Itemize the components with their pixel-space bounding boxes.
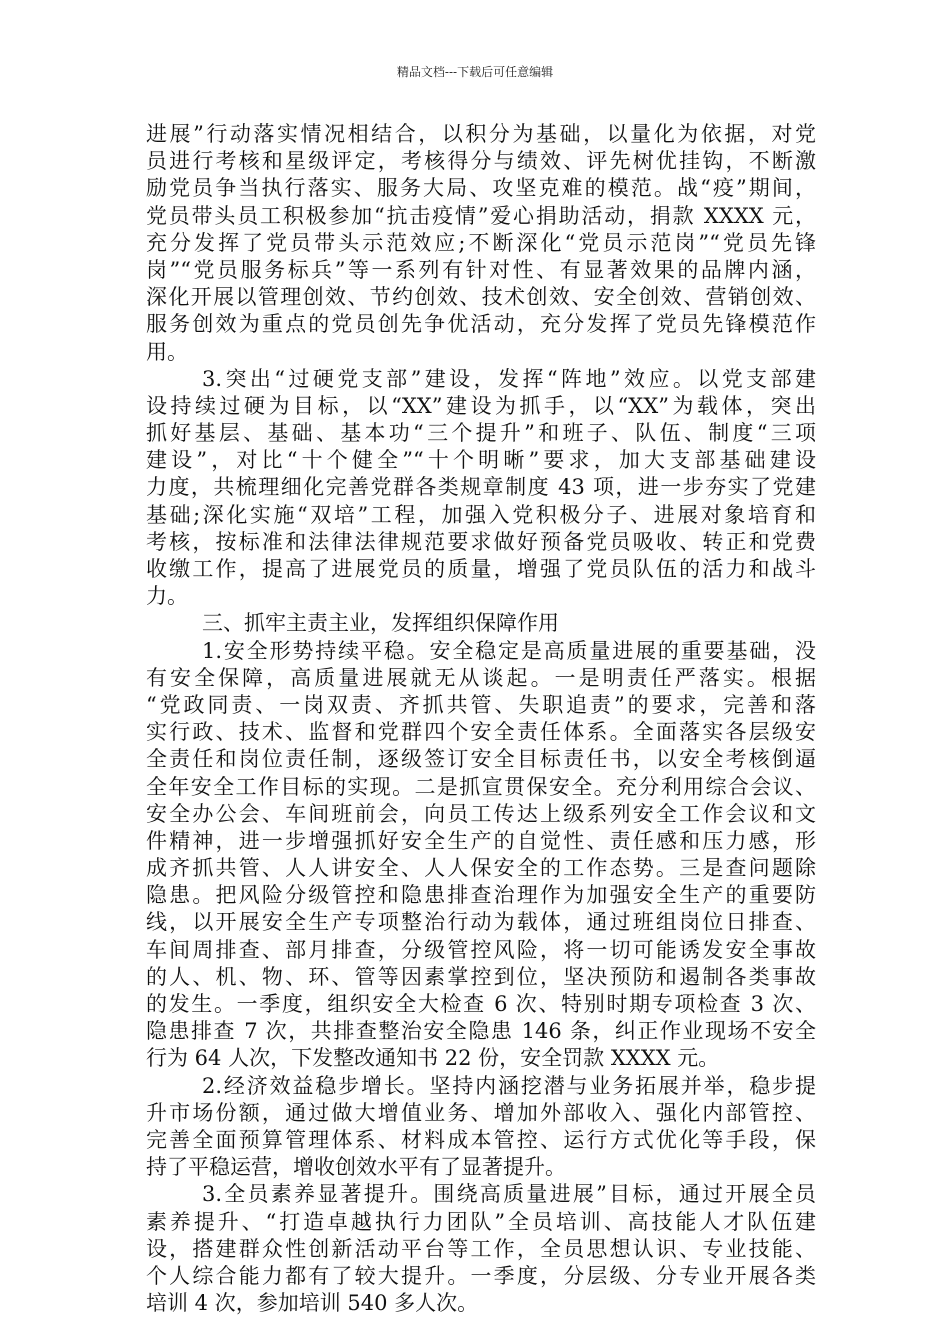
- text-line: 进展”行动落实情况相结合，以积分为基础，以量化为依据，对党: [146, 122, 816, 146]
- text-line: 线，以开展安全生产专项整治行动为载体，通过班组岗位日排查、: [146, 910, 816, 935]
- text-line: 服务创效为重点的党员创先争优活动，充分发挥了党员先锋模范作: [146, 312, 816, 337]
- text-line: 深化开展以管理创效、节约创效、技术创效、安全创效、营销创效、: [146, 285, 816, 310]
- text-line: 3.全员素养显著提升。围绕高质量进展”目标，通过开展全员: [202, 1182, 816, 1207]
- text-line: 个人综合能力都有了较大提升。一季度，分层级、分专业开展各类: [146, 1263, 816, 1288]
- text-line: 考核，按标准和法律法律规范要求做好预备党员吸收、转正和党费: [146, 529, 816, 554]
- text-line: 完善全面预算管理体系、材料成本管控、运行方式优化等手段，保: [146, 1127, 816, 1152]
- text-line: 全年安全工作目标的实现。二是抓宣贯保安全。充分利用综合会议、: [146, 774, 816, 799]
- text-line: 升市场份额，通过做大增值业务、增加外部收入、强化内部管控、: [146, 1100, 816, 1125]
- text-line: 收缴工作，提高了进展党员的质量，增强了党员队伍的活力和战斗: [146, 557, 816, 581]
- text-line: 励党员争当执行落实、服务大局、攻坚克难的模范。战“疫”期间，: [146, 176, 816, 201]
- text-line: 充分发挥了党员带头示范效应;不断深化“党员示范岗”“党员先锋: [146, 230, 816, 255]
- text-line: “党政同责、一岗双责、齐抓共管、失职追责”的要求，完善和落: [146, 692, 816, 717]
- text-line: 建设”，对比“十个健全”“十个明晰”要求，加大支部基础建设: [146, 448, 816, 473]
- document-body: [146, 121, 816, 1317]
- text-line: 3.突出“过硬党支部”建设，发挥“阵地”效应。以党支部建: [202, 366, 816, 391]
- text-line: 用。: [146, 339, 188, 364]
- text-line: 三、抓牢主责主业，发挥组织保障作用: [202, 611, 559, 636]
- text-line: 车间周排查、部月排查，分级管控风险，将一切可能诱发安全事故: [146, 937, 816, 962]
- text-line: 安全办公会、车间班前会，向员工传达上级系列安全工作会议和文: [146, 801, 816, 826]
- text-line: 行为 64 人次，下发整改通知书 22 份，安全罚款 XXXX 元。: [146, 1046, 720, 1071]
- text-line: 培训 4 次，参加培训 540 多人次。: [146, 1291, 479, 1316]
- text-line: 全责任和岗位责任制，逐级签订安全目标责任书，以安全考核倒逼: [146, 747, 816, 772]
- text-line: 的人、机、物、环、管等因素掌控到位，坚决预防和遏制各类事故: [146, 964, 816, 989]
- text-line: 岗”“党员服务标兵”等一系列有针对性、有显著效果的品牌内涵，: [146, 257, 816, 282]
- text-line: 党员带头员工积极参加“抗击疫情”爱心捐助活动，捐款 XXXX 元，: [146, 203, 816, 228]
- text-line: 实行政、技术、监督和党群四个安全责任体系。全面落实各层级安: [146, 720, 816, 745]
- text-line: 基础;深化实施“双培”工程，加强入党积极分子、进展对象培育和: [146, 502, 816, 527]
- text-line: 设持续过硬为目标，以“XX”建设为抓手，以“XX”为载体，突出: [146, 393, 816, 418]
- text-line: 1.安全形势持续平稳。安全稳定是高质量进展的重要基础，没: [202, 638, 816, 663]
- text-line: 力度，共梳理细化完善党群各类规章制度 43 项，进一步夯实了党建: [146, 475, 816, 500]
- text-line: 隐患排查 7 次，共排查整治安全隐患 146 条，纠正作业现场不安全: [146, 1019, 816, 1044]
- text-line: 隐患。把风险分级管控和隐患排查治理作为加强安全生产的重要防: [146, 883, 816, 908]
- text-line: 有安全保障，高质量进展就无从谈起。一是明责任严落实。根据: [146, 665, 816, 690]
- text-line: 持了平稳运营，增收创效水平有了显著提升。: [146, 1155, 566, 1180]
- text-line: 力。: [146, 584, 188, 609]
- text-line: 件精神，进一步增强抓好安全生产的自觉性、责任感和压力感，形: [146, 828, 816, 853]
- text-line: 2.经济效益稳步增长。坚持内涵挖潜与业务拓展并举，稳步提: [202, 1073, 816, 1098]
- text-line: 设，搭建群众性创新活动平台等工作，全员思想认识、专业技能、: [146, 1236, 816, 1261]
- text-line: 抓好基层、基础、基本功“三个提升”和班子、队伍、制度“三项: [146, 421, 816, 446]
- text-line: 素养提升、“打造卓越执行力团队”全员培训、高技能人才队伍建: [146, 1209, 816, 1234]
- page-header: 精品文档---下载后可任意编辑: [396, 65, 554, 79]
- text-line: 员进行考核和星级评定，考核得分与绩效、评先树优挂钩，不断激: [146, 149, 816, 174]
- text-line: 的发生。一季度，组织安全大检查 6 次、特别时期专项检查 3 次、: [146, 992, 816, 1016]
- text-line: 成齐抓共管、人人讲安全、人人保安全的工作态势。三是查问题除: [146, 856, 816, 881]
